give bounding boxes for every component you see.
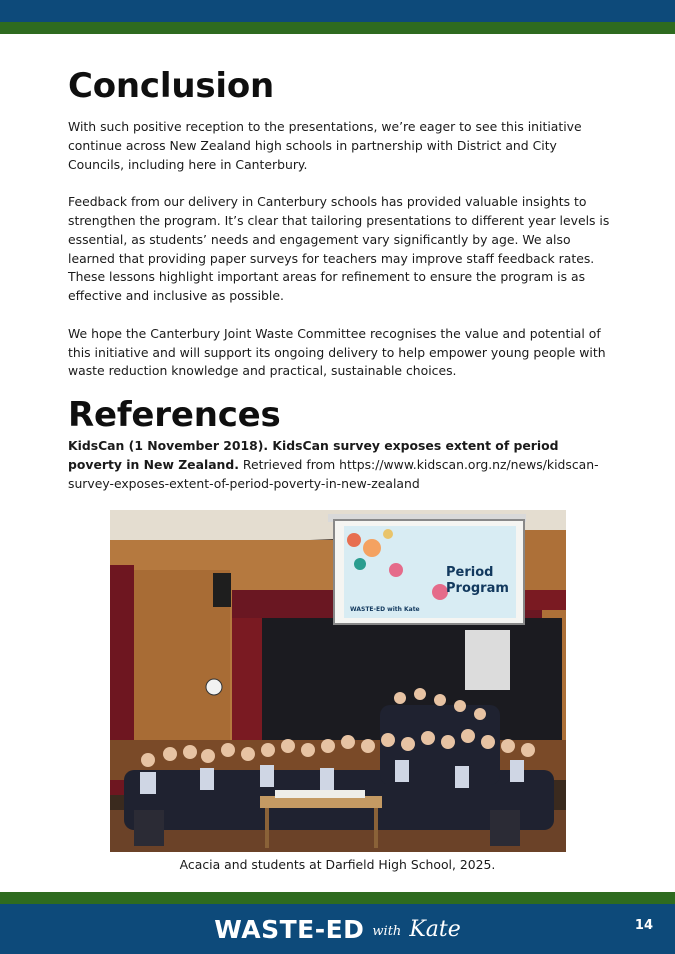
page-content xyxy=(68,64,613,494)
screen-title-line1: Period xyxy=(446,565,494,580)
conclusion-paragraph: We hope the Canterbury Joint Waste Committee recognises the value and potential of this initiative and will support its ongoing delivery to help empower young people with waste reduction knowledge and practical, sustainable choices. xyxy=(68,325,606,379)
photo-students-hall xyxy=(110,510,566,852)
header-band-green xyxy=(0,22,675,34)
screen-brand: WASTE-ED with Kate xyxy=(350,606,420,613)
logo-kate: Kate xyxy=(409,916,461,942)
conclusion-body xyxy=(68,118,613,381)
reference-citation xyxy=(68,437,613,493)
conclusion-heading: Conclusion xyxy=(68,66,274,106)
logo-wordmark: WASTE-ED xyxy=(214,914,365,944)
header-band-blue xyxy=(0,0,675,22)
screen-title-line2: Program xyxy=(446,581,509,596)
reference-citation-url: Retrieved from https://www.kidscan.org.nz/news/kidscan-survey-exposes-extent-of-period-poverty-in-new-zealand xyxy=(68,456,599,491)
footer-band-green xyxy=(0,892,675,904)
footer-logo xyxy=(0,907,675,951)
logo-with: with xyxy=(372,923,402,939)
conclusion-paragraph: With such positive reception to the presentations, we’re eager to see this initiative continue across New Zealand high schools in partnership with District and City Councils, including here in Canterbury. xyxy=(68,119,582,172)
photo-illustration xyxy=(110,510,566,852)
references-heading: References xyxy=(68,395,281,436)
conclusion-paragraph: Feedback from our delivery in Canterbury schools has provided valuable insights to strengthen the program. It’s clear that tailoring presentations to different year levels is essential, as students’ needs and engagement vary significantly by age. We also learned that providing paper surveys for teachers may improve staff feedback rates. These lessons highlight important areas for refinement to ensure the program is as effective and inclusive as possible. xyxy=(68,194,610,304)
photo-caption: Acacia and students at Darfield High School, 2025. xyxy=(179,857,496,872)
page-number: 14 xyxy=(634,918,653,933)
reference-citation-title: KidsCan (1 November 2018). KidsCan survey exposes extent of period poverty in New Zealand. xyxy=(68,438,559,472)
